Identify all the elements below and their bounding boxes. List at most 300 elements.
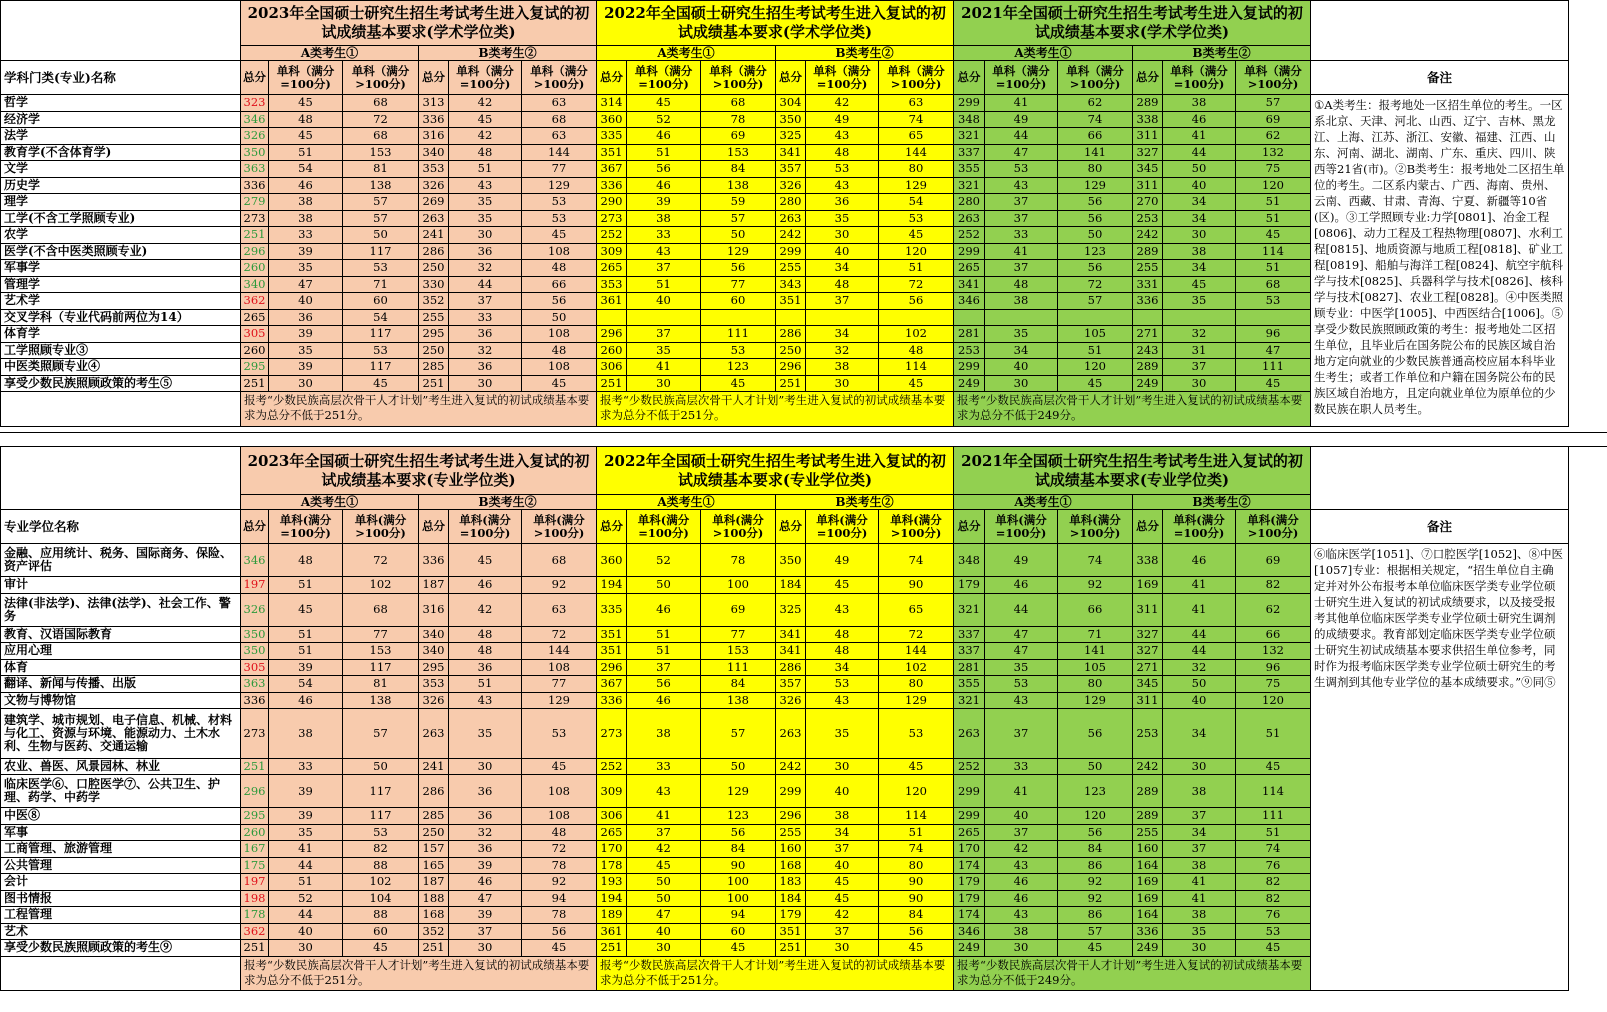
single-score-cell: 56 [701,260,776,277]
total-score-cell: 355 [954,161,985,178]
single-score-cell: 69 [1236,111,1311,128]
group-a-2022: A类考生① [597,46,776,61]
single-score-cell [701,309,776,326]
single-score-cell: 45 [343,940,419,957]
total-score-cell: 309 [597,243,627,260]
single-score-cell: 68 [522,111,597,128]
single-score-cell: 50 [701,758,776,775]
total-score-header: 总分 [1133,61,1163,95]
single-score-cell: 37 [1163,808,1236,825]
row-name: 经济学 [1,111,241,128]
row-name: 工商管理、旅游管理 [1,841,241,858]
total-score-cell: 164 [1133,907,1163,924]
total-score-cell: 340 [419,144,449,161]
single-score-cell: 120 [879,775,954,808]
row-name: 建筑学、城市规划、电子信息、机械、材料与化工、资源与环境、能源动力、土木水利、生物与医药、交通运输 [1,709,241,759]
single-score-cell: 51 [1058,342,1133,359]
total-score-cell: 326 [241,593,269,626]
single-score-cell: 51 [627,643,701,660]
total-score-cell [954,309,985,326]
total-score-cell: 327 [1133,626,1163,643]
single-score-cell: 34 [1163,709,1236,759]
total-score-cell: 184 [776,890,806,907]
single-gt100-header: 单科(满分>100分) [879,510,954,544]
total-score-cell: 326 [776,177,806,194]
total-score-cell: 296 [241,775,269,808]
footnote-y2023: 报考“少数民族高层次骨干人才计划”考生进入复试的初试成绩基本要求为总分不低于251分。 [241,956,597,990]
total-score-cell: 341 [776,144,806,161]
total-score-cell: 346 [954,923,985,940]
total-score-cell: 326 [241,128,269,145]
single-score-cell: 37 [985,260,1058,277]
single-score-cell: 141 [1058,643,1133,660]
single-score-cell: 80 [879,676,954,693]
total-score-cell: 174 [954,857,985,874]
single-score-cell: 46 [1163,544,1236,577]
single-score-cell: 36 [449,659,522,676]
single-score-cell: 41 [1163,128,1236,145]
total-score-cell: 251 [419,375,449,392]
single-score-cell: 47 [269,276,343,293]
single-score-cell: 56 [879,923,954,940]
footnote-y2023: 报考“少数民族高层次骨干人才计划”考生进入复试的初试成绩基本要求为总分不低于251分。 [241,392,597,427]
total-score-cell: 169 [1133,577,1163,594]
single-gt100-header: 单科（满分>100分) [1236,61,1311,95]
row-name: 享受少数民族照顾政策的考生⑤ [1,375,241,392]
single-100-header: 单科（满分=100分) [985,61,1058,95]
single-score-cell: 50 [627,890,701,907]
single-score-cell: 96 [1236,326,1311,343]
single-score-cell: 84 [879,907,954,924]
total-score-cell: 295 [419,326,449,343]
total-score-cell: 197 [241,874,269,891]
single-score-cell: 129 [1058,177,1133,194]
total-score-cell: 251 [776,375,806,392]
single-score-cell: 76 [1236,857,1311,874]
total-score-cell: 193 [597,874,627,891]
total-score-cell: 326 [419,692,449,709]
single-score-cell: 43 [985,177,1058,194]
single-score-cell: 30 [627,375,701,392]
total-score-cell: 348 [954,111,985,128]
single-score-cell: 84 [1058,841,1133,858]
single-score-cell: 129 [879,692,954,709]
total-score-cell: 168 [776,857,806,874]
row-name: 临床医学⑥、口腔医学⑦、公共卫生、护理、药学、中药学 [1,775,241,808]
single-score-cell: 33 [985,758,1058,775]
footnote-y2021: 报考“少数民族高层次骨干人才计划”考生进入复试的初试成绩基本要求为总分不低于249分。 [954,956,1311,990]
single-score-cell: 56 [1058,210,1133,227]
single-score-cell: 114 [879,359,954,376]
total-score-cell: 338 [1133,544,1163,577]
single-score-cell: 53 [522,194,597,211]
single-100-header: 单科(满分=100分) [449,510,522,544]
single-score-cell: 35 [449,210,522,227]
total-score-cell: 305 [241,659,269,676]
table-row [1,544,1569,577]
total-score-cell: 281 [954,326,985,343]
single-score-cell: 45 [1236,227,1311,244]
group-b-2021: B类考生② [1133,46,1311,61]
total-score-cell: 194 [597,577,627,594]
remark-header: 备注 [1311,61,1569,95]
total-score-cell: 337 [954,626,985,643]
single-score-cell: 45 [343,375,419,392]
total-score-cell: 187 [419,577,449,594]
single-score-cell: 37 [806,923,879,940]
row-name: 哲学 [1,95,241,112]
total-score-header: 总分 [776,510,806,544]
single-score-cell: 38 [985,293,1058,310]
total-score-cell: 336 [241,692,269,709]
single-gt100-header: 单科（满分>100分) [879,61,954,95]
single-score-cell: 123 [701,359,776,376]
footnote-blank [1,956,241,990]
single-score-cell: 32 [449,824,522,841]
single-score-cell: 51 [269,874,343,891]
total-score-cell: 363 [241,161,269,178]
single-score-cell: 120 [1236,177,1311,194]
total-score-cell: 316 [419,593,449,626]
footnote-y2022: 报考“少数民族高层次骨干人才计划”考生进入复试的初试成绩基本要求为总分不低于251分。 [597,956,954,990]
single-score-cell: 44 [449,276,522,293]
group-a-2022: A类考生① [597,495,776,510]
single-score-cell: 84 [701,841,776,858]
total-score-cell: 251 [241,758,269,775]
total-score-cell: 263 [419,709,449,759]
single-score-cell: 114 [1236,775,1311,808]
single-100-header: 单科(满分=100分) [1163,510,1236,544]
single-score-cell: 90 [879,890,954,907]
remark-blank [1311,1,1569,61]
title-2022-academic: 2022年全国硕士研究生招生考试考生进入复试的初试成绩基本要求(学术学位类) [597,1,954,46]
single-score-cell: 39 [627,194,701,211]
single-score-cell: 45 [879,940,954,957]
total-score-cell: 160 [1133,841,1163,858]
single-score-cell: 45 [806,890,879,907]
single-score-cell: 141 [1058,144,1133,161]
corner-blank [1,1,241,61]
total-score-cell: 183 [776,874,806,891]
total-score-cell: 160 [776,841,806,858]
total-score-cell: 321 [954,128,985,145]
single-score-cell: 66 [1058,593,1133,626]
total-score-cell: 327 [1133,144,1163,161]
single-score-cell: 100 [701,874,776,891]
total-score-cell: 355 [954,676,985,693]
single-score-cell: 50 [627,577,701,594]
single-score-cell: 51 [1236,260,1311,277]
single-score-cell: 50 [1058,758,1133,775]
single-100-header: 单科(满分=100分) [269,510,343,544]
single-score-cell: 129 [879,177,954,194]
single-score-cell: 53 [522,709,597,759]
total-score-cell: 346 [241,544,269,577]
total-score-cell: 311 [1133,128,1163,145]
single-score-cell: 48 [522,260,597,277]
single-score-cell: 153 [701,643,776,660]
total-score-cell: 252 [597,227,627,244]
total-score-cell: 178 [241,907,269,924]
total-score-cell: 184 [776,577,806,594]
total-score-cell: 252 [954,227,985,244]
single-score-cell: 53 [343,260,419,277]
single-score-cell: 45 [879,227,954,244]
single-score-cell: 68 [343,95,419,112]
row-name: 应用心理 [1,643,241,660]
single-score-cell: 32 [806,342,879,359]
total-score-cell: 279 [241,194,269,211]
single-score-cell: 43 [449,692,522,709]
total-score-cell: 345 [1133,161,1163,178]
single-score-cell: 45 [269,128,343,145]
name-column-header: 学科门类(专业)名称 [1,61,241,95]
row-name: 文学 [1,161,241,178]
single-score-cell: 42 [449,128,522,145]
row-name: 艺术 [1,923,241,940]
row-name: 理学 [1,194,241,211]
single-score-cell: 48 [522,824,597,841]
total-score-cell: 338 [1133,111,1163,128]
total-score-cell: 299 [954,95,985,112]
single-score-cell: 46 [449,577,522,594]
single-score-cell: 72 [879,276,954,293]
single-score-cell: 56 [1058,709,1133,759]
single-score-cell: 80 [879,161,954,178]
single-score-cell: 92 [1058,890,1133,907]
single-score-cell: 49 [985,111,1058,128]
single-score-cell: 30 [1163,940,1236,957]
single-score-cell: 51 [449,676,522,693]
single-score-cell: 40 [1163,692,1236,709]
single-100-header: 单科（满分=100分) [806,61,879,95]
single-score-cell: 102 [879,659,954,676]
single-score-cell: 63 [522,95,597,112]
total-score-cell: 299 [954,243,985,260]
total-score-cell: 174 [954,907,985,924]
single-score-cell: 45 [522,375,597,392]
single-score-cell: 68 [522,544,597,577]
total-score-cell: 353 [419,676,449,693]
row-name: 金融、应用统计、税务、国际商务、保险、资产评估 [1,544,241,577]
total-score-cell: 361 [597,923,627,940]
total-score-cell: 306 [597,359,627,376]
single-score-cell: 42 [627,841,701,858]
single-score-cell: 74 [1236,841,1311,858]
total-score-cell: 323 [241,95,269,112]
single-score-cell: 38 [627,709,701,759]
single-score-cell [806,309,879,326]
total-score-cell: 361 [597,293,627,310]
single-score-cell: 72 [343,111,419,128]
total-score-cell: 255 [776,824,806,841]
single-score-cell: 44 [1163,643,1236,660]
single-score-cell: 33 [627,227,701,244]
total-score-cell: 306 [597,808,627,825]
single-score-cell: 105 [1058,326,1133,343]
single-score-cell: 30 [1163,227,1236,244]
single-score-cell: 41 [269,841,343,858]
total-score-cell: 250 [419,342,449,359]
single-score-cell: 104 [343,890,419,907]
single-score-cell: 45 [269,593,343,626]
single-score-cell: 57 [701,709,776,759]
title-2021-professional: 2021年全国硕士研究生招生考试考生进入复试的初试成绩基本要求(专业学位类) [954,447,1311,495]
total-score-cell: 165 [419,857,449,874]
single-score-cell: 43 [806,128,879,145]
total-score-cell: 348 [954,544,985,577]
total-score-header: 总分 [419,510,449,544]
single-score-cell: 39 [269,359,343,376]
total-score-cell: 299 [954,808,985,825]
total-score-cell: 265 [597,824,627,841]
total-score-cell: 249 [954,375,985,392]
single-score-cell: 53 [343,342,419,359]
single-score-cell: 51 [1236,824,1311,841]
total-score-header: 总分 [419,61,449,95]
single-score-cell: 39 [269,326,343,343]
single-score-cell: 117 [343,775,419,808]
total-score-cell: 335 [597,593,627,626]
total-score-cell: 179 [954,874,985,891]
total-score-cell [776,309,806,326]
single-score-cell: 100 [701,577,776,594]
total-score-cell: 337 [954,144,985,161]
single-score-cell: 77 [343,626,419,643]
single-score-cell: 44 [1163,626,1236,643]
single-score-cell: 120 [879,243,954,260]
total-score-cell: 253 [954,342,985,359]
total-score-cell: 343 [776,276,806,293]
single-score-cell: 120 [1058,359,1133,376]
single-score-cell: 49 [985,544,1058,577]
total-score-cell: 251 [241,940,269,957]
single-score-cell: 39 [269,243,343,260]
single-score-cell: 38 [806,359,879,376]
single-score-cell: 77 [701,626,776,643]
total-score-cell: 336 [597,692,627,709]
single-score-cell: 96 [1236,659,1311,676]
single-score-cell: 78 [522,857,597,874]
single-score-cell: 45 [449,544,522,577]
row-name: 公共管理 [1,857,241,874]
single-score-cell: 45 [1236,758,1311,775]
total-score-cell: 290 [597,194,627,211]
total-score-cell: 340 [419,643,449,660]
single-100-header: 单科(满分=100分) [806,510,879,544]
total-score-cell: 289 [1133,775,1163,808]
single-score-cell: 53 [522,210,597,227]
total-score-cell: 250 [419,260,449,277]
row-name: 中医类照顾专业④ [1,359,241,376]
title-2021-academic: 2021年全国硕士研究生招生考试考生进入复试的初试成绩基本要求(学术学位类) [954,1,1311,46]
total-score-cell: 194 [597,890,627,907]
total-score-cell: 255 [776,260,806,277]
single-score-cell: 35 [269,824,343,841]
total-score-cell: 336 [1133,923,1163,940]
single-score-cell: 34 [806,260,879,277]
single-score-cell: 138 [701,177,776,194]
single-score-cell: 45 [269,95,343,112]
single-score-cell: 56 [1058,194,1133,211]
single-score-cell: 40 [806,857,879,874]
single-score-cell: 90 [879,577,954,594]
single-score-cell: 92 [522,874,597,891]
single-score-cell: 68 [343,593,419,626]
single-score-cell: 54 [269,676,343,693]
single-score-cell [1236,309,1311,326]
single-score-cell: 40 [1163,177,1236,194]
single-score-cell: 51 [1236,709,1311,759]
remark-text: ①A类考生：报考地处一区招生单位的考生。一区系北京、天津、河北、山西、辽宁、吉林、黑龙江、上海、江苏、浙江、安徽、福建、江西、山东、河南、湖北、湖南、广东、重庆、四川、陕西等21省(市)。②B类考生：报考地处二区招生单位的考生。二区系内蒙古、广西、海南、贵州、云南、西藏、甘肃、青海、宁夏、新疆等10省(区)。③工学照顾专业:力学[0801]、冶金工程[0806]、动力工程及工程热物理[0807]、水利工程[0815]、地质资源与地质工程[0818]、矿业工程[0819]、船舶与海洋工程[0824]、航空宇航科学与技术[0825]、兵器科学与技术[0826]、核科学与技术[0827]、农业工程[0828]。④中医类照顾专业：中医学[1005]、中西医结合[1006]。⑤享受少数民族照顾政策的考生：报考地处二区招生单位，且毕业后在国务院公布的民族区域自治地方定向就业的少数民族普通高校应届本科毕业生考生；或者工作单位和户籍在国务院公布的民族区域自治地方，且定向就业单位为原单位的少数民族在职人员考生。 [1311,95,1569,427]
total-score-cell: 311 [1133,692,1163,709]
single-score-cell: 56 [627,161,701,178]
single-score-cell: 46 [269,692,343,709]
single-score-cell: 43 [806,692,879,709]
single-score-cell: 53 [701,342,776,359]
single-score-cell: 50 [1058,227,1133,244]
total-score-cell: 252 [597,758,627,775]
total-score-cell: 299 [954,775,985,808]
total-score-cell: 260 [597,342,627,359]
single-score-cell: 51 [1236,210,1311,227]
total-score-cell: 327 [1133,643,1163,660]
total-score-cell: 336 [419,111,449,128]
single-score-cell: 37 [449,923,522,940]
single-score-cell: 36 [449,359,522,376]
total-score-cell: 336 [597,177,627,194]
single-score-cell: 44 [269,857,343,874]
single-score-cell: 88 [343,907,419,924]
single-score-cell: 41 [985,775,1058,808]
single-score-cell: 32 [449,260,522,277]
single-score-cell: 123 [701,808,776,825]
single-score-cell: 69 [701,128,776,145]
single-score-cell: 132 [1236,144,1311,161]
single-score-cell: 32 [1163,659,1236,676]
total-score-cell: 249 [1133,940,1163,957]
single-score-cell: 68 [343,128,419,145]
single-score-cell: 36 [806,194,879,211]
total-score-cell: 286 [419,243,449,260]
single-score-cell: 65 [879,593,954,626]
single-score-cell: 45 [1236,375,1311,392]
total-score-header: 总分 [954,61,985,95]
single-score-cell: 76 [1236,907,1311,924]
single-score-cell: 120 [1236,692,1311,709]
single-score-cell: 37 [985,210,1058,227]
total-score-cell: 188 [419,890,449,907]
total-score-cell: 255 [1133,824,1163,841]
single-score-cell: 43 [806,177,879,194]
total-score-cell: 362 [241,293,269,310]
single-score-cell: 78 [522,907,597,924]
total-score-header: 总分 [597,61,627,95]
total-score-cell: 286 [776,659,806,676]
total-score-cell: 331 [1133,276,1163,293]
total-score-cell: 253 [1133,210,1163,227]
single-score-cell: 48 [269,111,343,128]
total-score-cell: 164 [1133,857,1163,874]
row-name: 农业、兽医、风景园林、林业 [1,758,241,775]
total-score-cell: 353 [597,276,627,293]
single-100-header: 单科(满分=100分) [627,510,701,544]
single-score-cell: 46 [627,177,701,194]
single-100-header: 单科（满分=100分) [449,61,522,95]
total-score-cell: 280 [776,194,806,211]
total-score-cell: 178 [597,857,627,874]
total-score-cell: 263 [776,210,806,227]
